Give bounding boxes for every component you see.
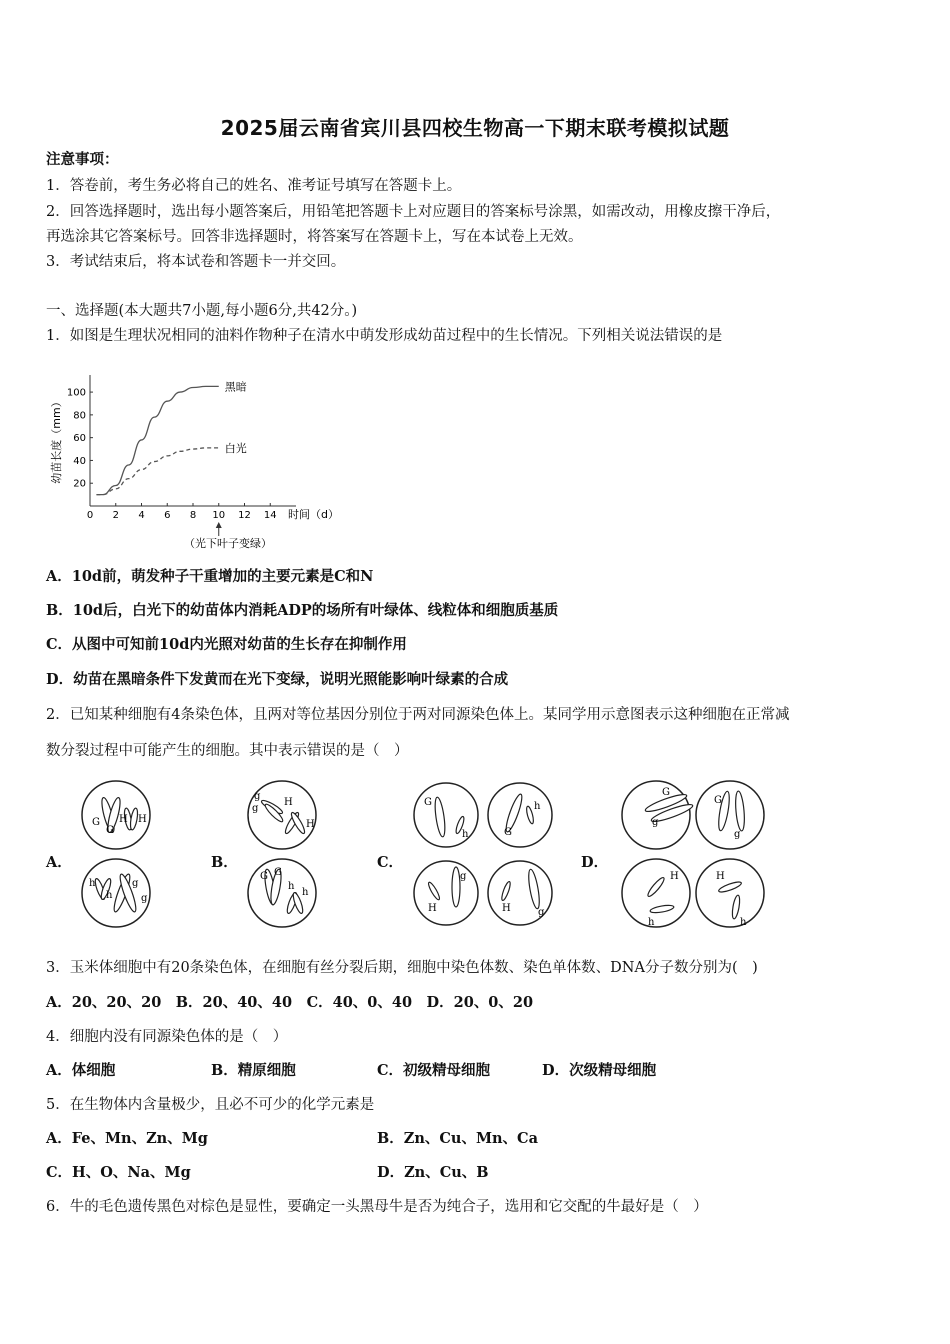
x-tick-label: 12 [238,510,251,521]
q5-stem: 5．在生物体内含量极少，且必不可少的化学元素是 [46,1097,375,1113]
svg-text:h: h [89,878,96,889]
q4-option-a: A．体细胞 [46,1062,116,1079]
x-tick-label: 8 [189,510,197,521]
svg-text:g: g [254,791,261,802]
y-tick-label: 20 [73,478,86,490]
q5-option-c: C．H、O、Na、Mg [46,1164,191,1181]
y-tick-label: 40 [73,455,86,467]
x-tick-label: 6 [164,510,171,521]
q5-option-a: A．Fe、Mn、Zn、Mg [46,1130,208,1147]
svg-text:H: H [670,871,679,882]
cell-outline [414,861,478,925]
cell-diagram-c [410,775,560,935]
q2-label-c: C． [377,854,404,871]
x-tick-label: 14 [263,510,277,521]
cell-diagram-b [244,775,324,935]
notice-item: 再选涂其它答案标号。回答非选择题时，将答案写在答题卡上，写在本试卷上无效。 [46,229,583,245]
section-heading: 一、选择题(本大题共7小题,每小题6分,共42分。) [46,303,358,319]
svg-text:G: G [662,787,670,798]
svg-text:h: h [302,887,309,898]
svg-text:g: g [252,803,259,814]
cell-outline [696,859,764,927]
svg-text:G: G [504,827,512,838]
y-tick-label: 60 [73,433,86,445]
x-tick-label: 4 [138,510,145,521]
series-label: 黑暗 [224,380,247,394]
q1-option-c: C．从图中可知前10d内光照对幼苗的生长存在抑制作用 [46,636,407,653]
series-line-白光 [96,448,218,495]
svg-text:H: H [284,797,293,808]
q6-stem: 6．牛的毛色遗传黑色对棕色是显性，要确定一头黑母牛是否为纯合子，选用和它交配的牛最好是（ ） [46,1199,708,1215]
growth-chart [46,360,356,560]
svg-text:H: H [428,903,437,914]
svg-text:h: h [740,917,747,928]
cell-outline [82,859,150,927]
cell-diagram-d [618,775,768,935]
svg-text:G: G [274,867,282,878]
svg-text:G: G [714,795,722,806]
q1-option-b: B．10d后，白光下的幼苗体内消耗ADP的场所有叶绿体、线粒体和细胞质基质 [46,602,559,619]
svg-text:h: h [648,917,655,928]
annotation-label: （光下叶子变绿） [184,537,272,550]
arrow-head [216,522,222,528]
x-axis-label: 时间（d） [288,508,339,521]
q2-stem-cont: 数分裂过程中可能产生的细胞。其中表示错误的是（ ） [46,743,409,759]
svg-text:H: H [502,903,511,914]
series-label: 白光 [224,441,247,455]
q1-option-a: A．10d前，萌发种子干重增加的主要元素是C和N [46,568,374,585]
notice-item: 2．回答选择题时，选出每小题答案后，用铅笔把答题卡上对应题目的答案标号涂黑，如需改动，用橡皮擦干净后， [46,204,781,220]
q4-option-d: D．次级精母细胞 [542,1062,657,1079]
x-tick-label: 2 [112,510,119,521]
svg-text:G: G [106,825,114,836]
q1-stem: 1．如图是生理状况相同的油料作物种子在清水中萌发形成幼苗过程中的生长情况。下列相关说法错误的是 [46,328,723,344]
q4-option-b: B．精原细胞 [211,1062,296,1079]
q2-label-a: A． [46,854,72,871]
cell-outline [622,781,690,849]
series-line-黑暗 [96,386,218,494]
svg-text:H: H [716,871,725,882]
q4-stem: 4．细胞内没有同源染色体的是（ ） [46,1029,288,1045]
q5-option-b: B．Zn、Cu、Mn、Ca [377,1130,538,1147]
svg-text:g: g [538,907,545,918]
svg-text:g: g [652,817,659,828]
notice-heading: 注意事项： [46,151,119,168]
q2-label-b: B． [211,854,238,871]
svg-text:H: H [119,814,128,825]
cell-outline [622,859,690,927]
y-axis-label: 幼苗长度（mm） [50,396,63,484]
svg-text:g: g [132,878,139,889]
svg-text:h: h [534,801,541,812]
svg-text:h: h [288,881,295,892]
svg-text:G: G [260,871,268,882]
cell-outline [696,781,764,849]
x-tick-label: 10 [212,510,226,521]
y-tick-label: 80 [73,410,86,422]
y-tick-label: 100 [66,387,86,399]
svg-text:h: h [462,829,469,840]
svg-text:H: H [138,814,147,825]
svg-text:G: G [424,797,432,808]
q5-option-d: D．Zn、Cu、B [377,1164,489,1181]
svg-text:H: H [306,819,315,830]
q1-option-d: D．幼苗在黑暗条件下发黄而在光下变绿，说明光照能影响叶绿素的合成 [46,671,509,688]
q4-option-c: C．初级精母细胞 [377,1062,491,1079]
notice-item: 1．答卷前，考生务必将自己的姓名、准考证号填写在答题卡上。 [46,178,462,194]
svg-text:G: G [92,817,100,828]
svg-text:g: g [141,893,148,904]
x-tick-label: 0 [86,510,94,521]
q2-label-d: D． [581,854,609,871]
page-title: 2025届云南省宾川县四校生物高一下期末联考模拟试题 [220,116,730,140]
cell-outline [488,783,552,847]
svg-text:h: h [106,890,113,901]
svg-text:g: g [460,871,467,882]
svg-text:g: g [734,829,741,840]
q3-options: A．20、20、20 B．20、40、40 C．40、0、40 D．20、0、20 [46,994,534,1011]
notice-item: 3．考试结束后，将本试卷和答题卡一并交回。 [46,254,346,270]
q3-stem: 3．玉米体细胞中有20条染色体，在细胞有丝分裂后期，细胞中染色体数、染色单体数、DNA分子数分别为( ) [46,960,758,976]
q2-stem: 2．已知某种细胞有4条染色体，且两对等位基因分别位于两对同源染色体上。某同学用示意图表示这种细胞在正常减 [46,707,790,723]
cell-diagram-a [78,775,158,935]
